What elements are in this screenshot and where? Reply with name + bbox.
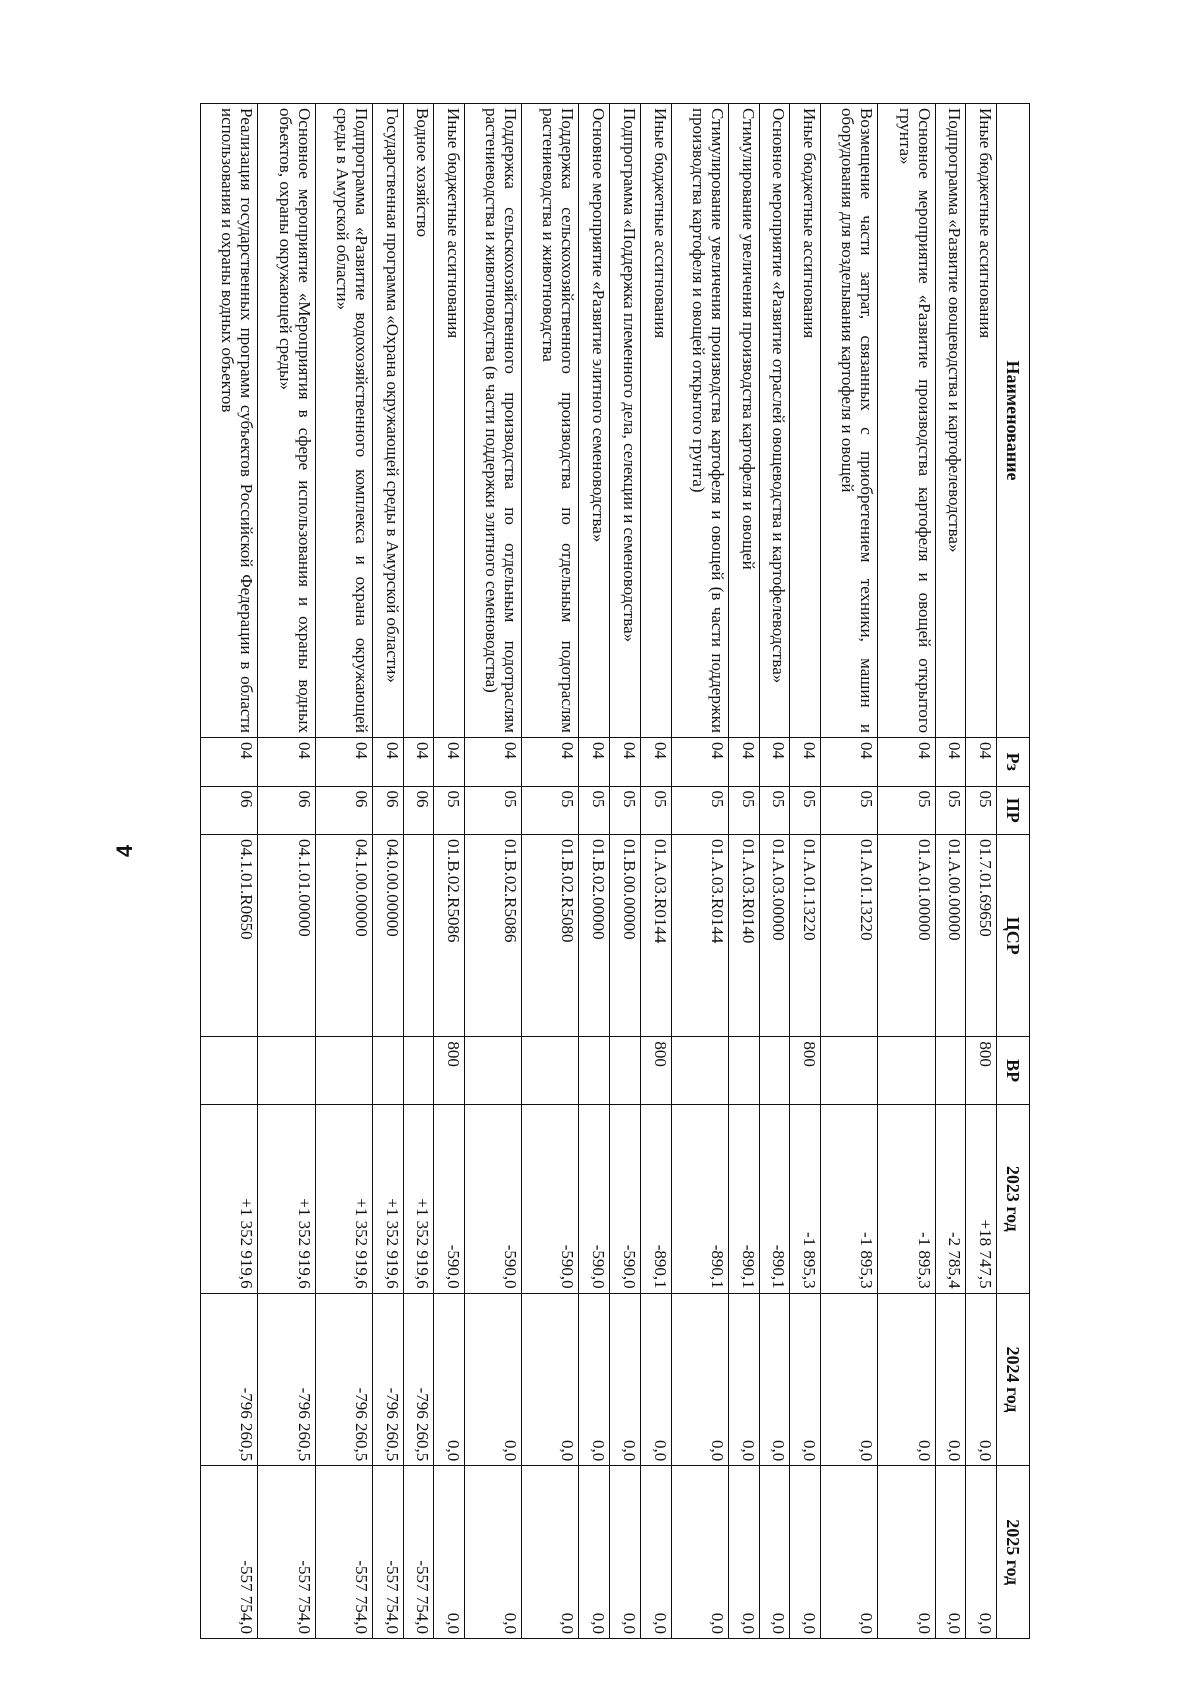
cell-csr: 01.7.01.69650 <box>966 835 997 1037</box>
cell-vr: 800 <box>434 1037 465 1104</box>
cell-pr: 06 <box>403 786 434 835</box>
cell-2023: -890,1 <box>671 1104 728 1293</box>
table-row <box>434 104 465 1639</box>
cell-csr: 01.А.03.00000 <box>759 835 790 1037</box>
cell-2025: 0,0 <box>728 1466 759 1639</box>
cell-vr <box>522 1037 579 1104</box>
header-2023: 2023 год <box>997 1104 1030 1293</box>
cell-name: Поддержка сельскохозяйственного производства по отдельным подотраслям растениеводства и животноводства <box>522 104 579 738</box>
cell-rz: 04 <box>966 737 997 786</box>
cell-2023: -2 785,4 <box>935 1104 966 1293</box>
cell-rz: 04 <box>465 737 522 786</box>
cell-pr: 05 <box>579 786 610 835</box>
header-2024: 2024 год <box>997 1293 1030 1466</box>
cell-csr: 04.0.00.00000 <box>372 835 403 1037</box>
cell-2025: 0,0 <box>610 1466 641 1639</box>
table-row <box>671 104 728 1639</box>
cell-vr: 800 <box>790 1037 821 1104</box>
cell-csr: 04.1.00.00000 <box>315 835 372 1037</box>
cell-pr: 05 <box>966 786 997 835</box>
cell-vr <box>821 1037 878 1104</box>
cell-rz: 04 <box>258 737 315 786</box>
cell-rz: 04 <box>671 737 728 786</box>
table-row <box>579 104 610 1639</box>
budget-table-container <box>200 103 1030 1639</box>
header-name: Наименование <box>997 104 1030 738</box>
cell-pr: 06 <box>258 786 315 835</box>
header-vr: ВР <box>997 1037 1030 1104</box>
cell-csr: 01.В.02.R5086 <box>434 835 465 1037</box>
cell-rz: 04 <box>201 737 258 786</box>
cell-2023: -590,0 <box>579 1104 610 1293</box>
cell-pr: 05 <box>878 786 935 835</box>
cell-name: Стимулирование увеличения производства картофеля и овощей <box>728 104 759 738</box>
cell-vr: 800 <box>640 1037 671 1104</box>
cell-csr: 04.1.01.00000 <box>258 835 315 1037</box>
cell-csr: 04.1.01.R0650 <box>201 835 258 1037</box>
cell-2024: 0,0 <box>878 1293 935 1466</box>
cell-name: Основное мероприятие «Развитие элитного семеноводства» <box>579 104 610 738</box>
cell-name: Подпрограмма «Развитие водохозяйственного комплекса и охрана окружающей среды в Амурской области» <box>315 104 372 738</box>
cell-vr <box>671 1037 728 1104</box>
cell-2025: 0,0 <box>935 1466 966 1639</box>
cell-2024: -796 260,5 <box>315 1293 372 1466</box>
cell-csr: 01.А.03.R0144 <box>671 835 728 1037</box>
table-row <box>640 104 671 1639</box>
cell-csr: 01.А.01.13220 <box>821 835 878 1037</box>
cell-rz: 04 <box>935 737 966 786</box>
cell-vr <box>579 1037 610 1104</box>
table-row <box>759 104 790 1639</box>
cell-name: Поддержка сельскохозяйственного производства по отдельным подотраслям растениеводства и животноводства (в части поддержки элитного семеноводства) <box>465 104 522 738</box>
cell-rz: 04 <box>434 737 465 786</box>
header-2025: 2025 год <box>997 1466 1030 1639</box>
cell-name: Иные бюджетные ассигнования <box>640 104 671 738</box>
cell-vr <box>465 1037 522 1104</box>
cell-rz: 04 <box>790 737 821 786</box>
cell-name: Возмещение части затрат, связанных с приобретением техники, машин и оборудования для возделывания картофеля и овощей <box>821 104 878 738</box>
cell-rz: 04 <box>640 737 671 786</box>
header-rz: Рз <box>997 737 1030 786</box>
cell-2024: 0,0 <box>522 1293 579 1466</box>
cell-2024: -796 260,5 <box>201 1293 258 1466</box>
table-row <box>258 104 315 1639</box>
cell-2024: 0,0 <box>935 1293 966 1466</box>
table-row <box>610 104 641 1639</box>
cell-name: Подпрограмма «Поддержка племенного дела, селекции и семеноводства» <box>610 104 641 738</box>
cell-2024: -796 260,5 <box>372 1293 403 1466</box>
cell-rz: 04 <box>759 737 790 786</box>
cell-pr: 05 <box>821 786 878 835</box>
cell-2025: 0,0 <box>821 1466 878 1639</box>
cell-vr <box>728 1037 759 1104</box>
cell-pr: 05 <box>434 786 465 835</box>
cell-2023: +1 352 919,6 <box>258 1104 315 1293</box>
cell-pr: 05 <box>671 786 728 835</box>
cell-pr: 05 <box>465 786 522 835</box>
cell-pr: 05 <box>728 786 759 835</box>
cell-pr: 05 <box>790 786 821 835</box>
cell-2024: 0,0 <box>728 1293 759 1466</box>
cell-name: Основное мероприятие «Мероприятия в сфере использования и охраны водных объектов, охраны окружающей среды» <box>258 104 315 738</box>
cell-vr <box>258 1037 315 1104</box>
cell-2025: 0,0 <box>434 1466 465 1639</box>
cell-2025: 0,0 <box>522 1466 579 1639</box>
cell-csr: 01.А.01.13220 <box>790 835 821 1037</box>
table-row <box>201 104 258 1639</box>
table-row <box>403 104 434 1639</box>
cell-2024: 0,0 <box>434 1293 465 1466</box>
cell-name: Реализация государственных программ субъектов Российской Федерации в области использования и охраны водных объектов <box>201 104 258 738</box>
cell-2025: 0,0 <box>878 1466 935 1639</box>
cell-2023: -890,1 <box>728 1104 759 1293</box>
cell-pr: 05 <box>522 786 579 835</box>
cell-2023: -590,0 <box>610 1104 641 1293</box>
cell-2025: 0,0 <box>759 1466 790 1639</box>
cell-name: Государственная программа «Охрана окружающей среды в Амурской области» <box>372 104 403 738</box>
cell-name: Иные бюджетные ассигнования <box>434 104 465 738</box>
cell-rz: 04 <box>728 737 759 786</box>
cell-2023: +18 747,5 <box>966 1104 997 1293</box>
cell-2023: +1 352 919,6 <box>201 1104 258 1293</box>
cell-2024: 0,0 <box>465 1293 522 1466</box>
cell-2025: 0,0 <box>640 1466 671 1639</box>
cell-rz: 04 <box>403 737 434 786</box>
cell-name: Водное хозяйство <box>403 104 434 738</box>
cell-csr: 01.В.02.R5086 <box>465 835 522 1037</box>
cell-csr: 01.В.00.00000 <box>610 835 641 1037</box>
cell-2025: -557 754,0 <box>201 1466 258 1639</box>
cell-csr: 01.А.00.00000 <box>935 835 966 1037</box>
cell-2023: -1 895,3 <box>821 1104 878 1293</box>
cell-name: Иные бюджетные ассигнования <box>966 104 997 738</box>
cell-rz: 04 <box>372 737 403 786</box>
cell-rz: 04 <box>579 737 610 786</box>
cell-vr <box>610 1037 641 1104</box>
cell-vr <box>759 1037 790 1104</box>
cell-vr <box>315 1037 372 1104</box>
table-row <box>790 104 821 1639</box>
header-pr: ПР <box>997 786 1030 835</box>
cell-2024: 0,0 <box>579 1293 610 1466</box>
cell-csr: 01.А.03.R0144 <box>640 835 671 1037</box>
cell-2024: -796 260,5 <box>258 1293 315 1466</box>
cell-2024: 0,0 <box>671 1293 728 1466</box>
cell-csr: 01.В.02.R5080 <box>522 835 579 1037</box>
cell-name: Основное мероприятие «Развитие отраслей овощеводства и картофелеводства» <box>759 104 790 738</box>
table-row <box>728 104 759 1639</box>
table-row <box>966 104 997 1639</box>
cell-vr <box>201 1037 258 1104</box>
cell-2025: -557 754,0 <box>403 1466 434 1639</box>
cell-pr: 06 <box>201 786 258 835</box>
table-header-row <box>997 104 1030 1639</box>
table-row <box>935 104 966 1639</box>
cell-2023: +1 352 919,6 <box>315 1104 372 1293</box>
cell-rz: 04 <box>821 737 878 786</box>
cell-name: Подпрограмма «Развитие овощеводства и картофелеводства» <box>935 104 966 738</box>
cell-csr: 01.В.02.00000 <box>579 835 610 1037</box>
table-row <box>821 104 878 1639</box>
cell-pr: 05 <box>610 786 641 835</box>
table-row <box>465 104 522 1639</box>
cell-csr: 01.А.03.R0140 <box>728 835 759 1037</box>
cell-rz: 04 <box>610 737 641 786</box>
cell-vr <box>935 1037 966 1104</box>
cell-name: Иные бюджетные ассигнования <box>790 104 821 738</box>
cell-rz: 04 <box>878 737 935 786</box>
cell-2023: +1 352 919,6 <box>372 1104 403 1293</box>
cell-2023: -890,1 <box>640 1104 671 1293</box>
cell-rz: 04 <box>522 737 579 786</box>
cell-pr: 06 <box>315 786 372 835</box>
cell-rz: 04 <box>315 737 372 786</box>
cell-2025: 0,0 <box>671 1466 728 1639</box>
cell-csr <box>403 835 434 1037</box>
cell-2023: -890,1 <box>759 1104 790 1293</box>
cell-vr <box>878 1037 935 1104</box>
budget-table <box>200 103 1030 1639</box>
cell-vr <box>403 1037 434 1104</box>
cell-2024: 0,0 <box>790 1293 821 1466</box>
cell-pr: 05 <box>640 786 671 835</box>
cell-2024: 0,0 <box>610 1293 641 1466</box>
cell-2025: 0,0 <box>465 1466 522 1639</box>
page-number: 4 <box>112 844 137 857</box>
cell-2025: -557 754,0 <box>315 1466 372 1639</box>
cell-pr: 06 <box>372 786 403 835</box>
cell-2025: 0,0 <box>790 1466 821 1639</box>
table-row <box>372 104 403 1639</box>
cell-csr: 01.А.01.00000 <box>878 835 935 1037</box>
cell-vr <box>372 1037 403 1104</box>
cell-2023: -590,0 <box>434 1104 465 1293</box>
header-csr: ЦСР <box>997 835 1030 1037</box>
table-row <box>878 104 935 1639</box>
cell-2024: -796 260,5 <box>403 1293 434 1466</box>
cell-2023: -1 895,3 <box>878 1104 935 1293</box>
cell-pr: 05 <box>935 786 966 835</box>
cell-2024: 0,0 <box>759 1293 790 1466</box>
cell-2025: -557 754,0 <box>258 1466 315 1639</box>
table-body <box>201 104 997 1639</box>
cell-2024: 0,0 <box>640 1293 671 1466</box>
cell-2025: 0,0 <box>966 1466 997 1639</box>
cell-2024: 0,0 <box>966 1293 997 1466</box>
cell-2023: +1 352 919,6 <box>403 1104 434 1293</box>
cell-2023: -590,0 <box>465 1104 522 1293</box>
cell-2025: -557 754,0 <box>372 1466 403 1639</box>
cell-2025: 0,0 <box>579 1466 610 1639</box>
cell-name: Стимулирование увеличения производства картофеля и овощей (в части поддержки производства картофеля и овощей открытого грунта) <box>671 104 728 738</box>
cell-2024: 0,0 <box>821 1293 878 1466</box>
table-row <box>522 104 579 1639</box>
cell-pr: 05 <box>759 786 790 835</box>
cell-vr: 800 <box>966 1037 997 1104</box>
cell-2023: -1 895,3 <box>790 1104 821 1293</box>
table-row <box>315 104 372 1639</box>
cell-2023: -590,0 <box>522 1104 579 1293</box>
cell-name: Основное мероприятие «Развитие производства картофеля и овощей открытого грунта» <box>878 104 935 738</box>
